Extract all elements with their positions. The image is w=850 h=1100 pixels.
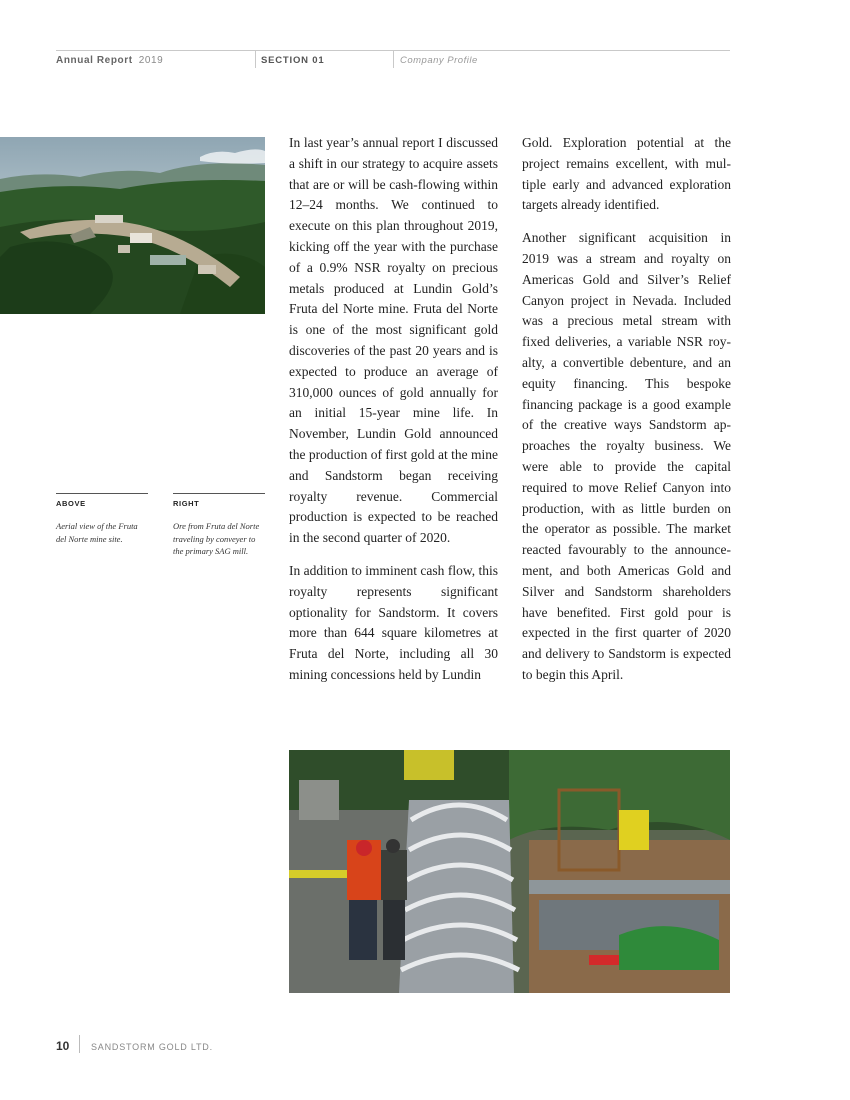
report-year: 2019	[138, 55, 164, 66]
body-paragraph: Gold. Exploration potential at the project remains excellent, with multiple early and advanced exploration targets already identified.	[522, 135, 731, 213]
caption-above-heading: ABOVE	[56, 499, 86, 508]
aerial-mine-photo	[0, 137, 265, 314]
footer-divider	[79, 1035, 80, 1053]
conveyor-photo	[289, 750, 730, 993]
caption-above-text: Aerial view of the Fruta del Norte mine site.	[56, 521, 138, 544]
caption-right-text: Ore from Fruta del Norte traveling by conveyer to the primary SAG mill.	[173, 521, 260, 556]
page-number: 10	[56, 1039, 70, 1053]
body-column-left	[289, 133, 498, 698]
header-divider	[393, 50, 394, 68]
body-paragraph: Another significant acquisition in 2019 was a stream and royalty on Americas Gold and Silver’s Relief Canyon project in Nevada. Included was a precious metal stream with fixed deliveries, a variable NSR royalty, a convertible debenture, and an equity financing. This bespoke financing package is a good example of the creative ways Sandstorm approaches the royalty business. We were able to provide the capital required to move Relief Canyon into production, with as little burden on the operator as possible. The market reacted favourably to the announcement, and both Americas Gold and Silver and Sandstorm shareholders have benefited. First gold pour is expected in the first quarter of 2020 and delivery to Sandstorm is expected to begin this April.	[522, 230, 731, 682]
footer-company-name: SANDSTORM GOLD LTD.	[91, 1042, 213, 1052]
header-report-title	[56, 55, 163, 66]
caption-rule	[173, 493, 265, 494]
header-section-title: Company Profile	[400, 55, 478, 66]
body-paragraph: In last year’s annual report I discussed a shift in our strategy to acquire assets that are or will be cash-flowing within 12–24 months. We continued to execute on this plan throughout 2019, kicking off the year with the purchase of a 0.9% NSR royalty on precious metals produced at Lundin Gold’s Fruta del Norte mine. Fruta del Norte is one of the most significant gold discoveries of the past 20 years and is expected to produce an average of 310,000 ounces of gold annually for an initial 15-year mine life. In November, Lundin Gold announced the production of first gold at the mine and Sandstorm began receiving royalty revenue. Commercial production is expected to be reached in the second quarter of 2020.	[289, 135, 498, 546]
caption-right-heading: RIGHT	[173, 499, 200, 508]
body-paragraph: In addition to imminent cash flow, this royalty represents significant optionality for Sandstorm. It covers more than 644 square kilometres at Fruta del Norte, including all 30 mining concessions held by Lundin	[289, 562, 498, 682]
report-label: Annual Report	[56, 55, 133, 66]
header-divider	[255, 50, 256, 68]
caption-rule	[56, 493, 148, 494]
body-column-right	[522, 133, 731, 698]
header-section: SECTION 01	[261, 55, 325, 66]
